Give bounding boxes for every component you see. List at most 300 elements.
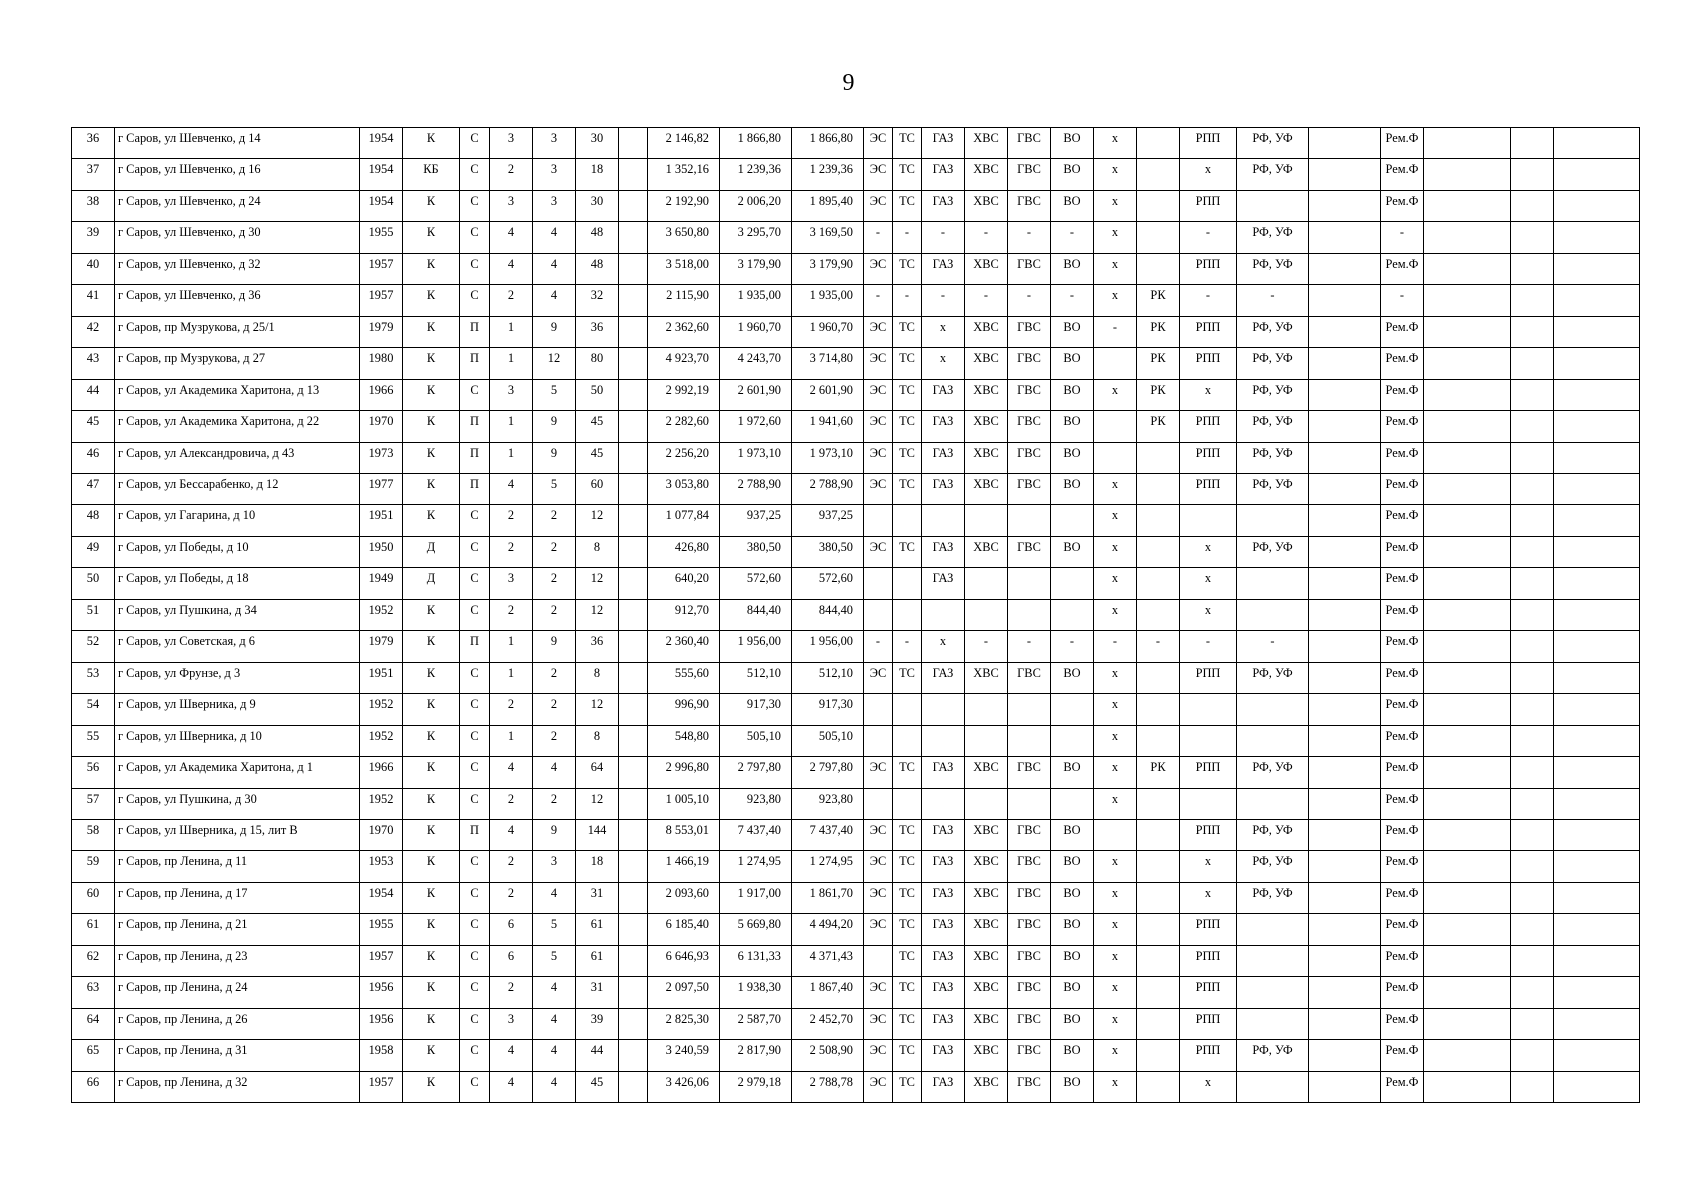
cell-extra-col-1	[1424, 725, 1511, 756]
cell-row-number: 40	[72, 253, 115, 284]
cell-mark-x: х	[1094, 977, 1137, 1008]
cell-extra-col-3	[1554, 316, 1640, 347]
cell-extra-col-2	[1511, 914, 1554, 945]
cell-living-area: 2 788,90	[720, 473, 792, 504]
cell-repair-fund: Рем.Ф	[1381, 757, 1424, 788]
cell-blank-col	[619, 914, 648, 945]
cell-fund-mark: РФ, УФ	[1237, 662, 1309, 693]
cell-rpp-mark: х	[1180, 882, 1237, 913]
cell-blank-col-2	[1309, 694, 1381, 725]
table-row	[72, 1040, 1640, 1071]
cell-entrances: 1	[490, 631, 533, 662]
cell-extra-col-2	[1511, 882, 1554, 913]
cell-rpp-mark: РПП	[1180, 348, 1237, 379]
cell-construction-type: С	[460, 757, 490, 788]
cell-cold-water: ХВС	[965, 316, 1008, 347]
cell-extra-col-1	[1424, 128, 1511, 159]
cell-extra-col-2	[1511, 128, 1554, 159]
cell-row-number: 46	[72, 442, 115, 473]
cell-address: г Саров, ул Шверника, д 10	[115, 725, 360, 756]
cell-rpp-mark: х	[1180, 379, 1237, 410]
cell-heating: ТС	[893, 977, 922, 1008]
cell-total-area: 3 518,00	[648, 253, 720, 284]
cell-blank-col	[619, 222, 648, 253]
cell-fund-mark: РФ, УФ	[1237, 379, 1309, 410]
cell-gas: ГАЗ	[922, 190, 965, 221]
cell-mark-x: х	[1094, 945, 1137, 976]
cell-electricity: -	[864, 222, 893, 253]
cell-fund-mark: РФ, УФ	[1237, 882, 1309, 913]
cell-residential-area: 917,30	[792, 694, 864, 725]
cell-cold-water	[965, 788, 1008, 819]
cell-gas: ГАЗ	[922, 977, 965, 1008]
cell-extra-col-2	[1511, 851, 1554, 882]
cell-mark-x: х	[1094, 788, 1137, 819]
cell-living-area: 2 601,90	[720, 379, 792, 410]
cell-repair-fund: Рем.Ф	[1381, 599, 1424, 630]
cell-hot-water: ГВС	[1008, 442, 1051, 473]
cell-fund-mark: РФ, УФ	[1237, 819, 1309, 850]
cell-hot-water: ГВС	[1008, 379, 1051, 410]
cell-row-number: 52	[72, 631, 115, 662]
cell-apartments: 12	[576, 599, 619, 630]
cell-fund-mark	[1237, 977, 1309, 1008]
cell-electricity: ЭС	[864, 473, 893, 504]
cell-year-built: 1957	[360, 285, 403, 316]
cell-extra-col-1	[1424, 631, 1511, 662]
cell-blank-col	[619, 851, 648, 882]
cell-hot-water: ГВС	[1008, 316, 1051, 347]
cell-residential-area: 1 935,00	[792, 285, 864, 316]
cell-sewerage	[1051, 725, 1094, 756]
cell-electricity	[864, 505, 893, 536]
cell-rk-mark	[1137, 1008, 1180, 1039]
cell-living-area: 505,10	[720, 725, 792, 756]
cell-address: г Саров, пр Музрукова, д 27	[115, 348, 360, 379]
cell-gas: ГАЗ	[922, 662, 965, 693]
cell-extra-col-2	[1511, 253, 1554, 284]
table-row	[72, 631, 1640, 662]
cell-cold-water: ХВС	[965, 128, 1008, 159]
cell-rpp-mark: РПП	[1180, 757, 1237, 788]
cell-extra-col-2	[1511, 757, 1554, 788]
cell-total-area: 640,20	[648, 568, 720, 599]
cell-living-area: 2 817,90	[720, 1040, 792, 1071]
cell-blank-col-2	[1309, 190, 1381, 221]
table-row	[72, 411, 1640, 442]
cell-electricity: ЭС	[864, 819, 893, 850]
cell-floors: 2	[533, 725, 576, 756]
cell-floors: 12	[533, 348, 576, 379]
cell-rpp-mark	[1180, 505, 1237, 536]
cell-apartments: 18	[576, 159, 619, 190]
cell-rpp-mark: -	[1180, 285, 1237, 316]
cell-row-number: 53	[72, 662, 115, 693]
table-row	[72, 190, 1640, 221]
cell-entrances: 2	[490, 505, 533, 536]
cell-sewerage: ВО	[1051, 882, 1094, 913]
cell-floors: 2	[533, 536, 576, 567]
cell-extra-col-3	[1554, 505, 1640, 536]
cell-rpp-mark: х	[1180, 1071, 1237, 1102]
cell-gas: ГАЗ	[922, 379, 965, 410]
cell-repair-fund: Рем.Ф	[1381, 442, 1424, 473]
cell-cold-water	[965, 505, 1008, 536]
cell-total-area: 3 650,80	[648, 222, 720, 253]
cell-total-area: 2 097,50	[648, 977, 720, 1008]
cell-living-area: 3 295,70	[720, 222, 792, 253]
cell-blank-col	[619, 379, 648, 410]
cell-residential-area: 3 714,80	[792, 348, 864, 379]
cell-mark-x: х	[1094, 757, 1137, 788]
cell-fund-mark: РФ, УФ	[1237, 851, 1309, 882]
cell-year-built: 1954	[360, 159, 403, 190]
cell-row-number: 58	[72, 819, 115, 850]
cell-extra-col-1	[1424, 348, 1511, 379]
cell-construction-type: С	[460, 222, 490, 253]
cell-fund-mark: РФ, УФ	[1237, 536, 1309, 567]
cell-electricity: ЭС	[864, 348, 893, 379]
cell-sewerage: -	[1051, 285, 1094, 316]
cell-electricity: ЭС	[864, 379, 893, 410]
cell-total-area: 2 282,60	[648, 411, 720, 442]
cell-sewerage: ВО	[1051, 316, 1094, 347]
cell-gas: ГАЗ	[922, 851, 965, 882]
table-row	[72, 977, 1640, 1008]
cell-floors: 4	[533, 977, 576, 1008]
cell-year-built: 1951	[360, 662, 403, 693]
cell-repair-fund: Рем.Ф	[1381, 1071, 1424, 1102]
cell-apartments: 39	[576, 1008, 619, 1039]
cell-gas: ГАЗ	[922, 1008, 965, 1039]
cell-address: г Саров, ул Шверника, д 15, лит В	[115, 819, 360, 850]
cell-hot-water	[1008, 568, 1051, 599]
cell-gas: ГАЗ	[922, 819, 965, 850]
cell-cold-water: ХВС	[965, 1071, 1008, 1102]
cell-cold-water: -	[965, 631, 1008, 662]
cell-blank-col-2	[1309, 662, 1381, 693]
cell-apartments: 144	[576, 819, 619, 850]
cell-extra-col-3	[1554, 379, 1640, 410]
cell-rk-mark	[1137, 977, 1180, 1008]
cell-entrances: 1	[490, 316, 533, 347]
cell-extra-col-2	[1511, 819, 1554, 850]
table-row	[72, 788, 1640, 819]
cell-residential-area: 3 179,90	[792, 253, 864, 284]
cell-repair-fund: Рем.Ф	[1381, 1040, 1424, 1071]
cell-entrances: 6	[490, 945, 533, 976]
cell-extra-col-1	[1424, 945, 1511, 976]
cell-blank-col	[619, 1071, 648, 1102]
cell-address: г Саров, пр Ленина, д 23	[115, 945, 360, 976]
cell-electricity: ЭС	[864, 757, 893, 788]
cell-sewerage: ВО	[1051, 348, 1094, 379]
cell-hot-water	[1008, 694, 1051, 725]
cell-residential-area: 4 494,20	[792, 914, 864, 945]
cell-year-built: 1977	[360, 473, 403, 504]
cell-year-built: 1980	[360, 348, 403, 379]
cell-extra-col-1	[1424, 222, 1511, 253]
cell-gas: ГАЗ	[922, 757, 965, 788]
cell-address: г Саров, ул Шевченко, д 16	[115, 159, 360, 190]
cell-year-built: 1956	[360, 977, 403, 1008]
cell-living-area: 2 587,70	[720, 1008, 792, 1039]
cell-entrances: 1	[490, 442, 533, 473]
cell-total-area: 6 646,93	[648, 945, 720, 976]
cell-gas: х	[922, 316, 965, 347]
cell-gas: ГАЗ	[922, 411, 965, 442]
cell-blank-col-2	[1309, 159, 1381, 190]
cell-extra-col-1	[1424, 473, 1511, 504]
cell-hot-water: ГВС	[1008, 882, 1051, 913]
cell-hot-water	[1008, 505, 1051, 536]
cell-repair-fund: Рем.Ф	[1381, 568, 1424, 599]
cell-hot-water: ГВС	[1008, 473, 1051, 504]
cell-apartments: 30	[576, 190, 619, 221]
cell-cold-water: ХВС	[965, 473, 1008, 504]
cell-blank-col-2	[1309, 1071, 1381, 1102]
cell-heating: ТС	[893, 128, 922, 159]
cell-heating: ТС	[893, 662, 922, 693]
cell-extra-col-1	[1424, 662, 1511, 693]
cell-entrances: 2	[490, 882, 533, 913]
cell-living-area: 1 938,30	[720, 977, 792, 1008]
cell-construction-type: П	[460, 442, 490, 473]
cell-year-built: 1955	[360, 914, 403, 945]
cell-rpp-mark: -	[1180, 222, 1237, 253]
cell-wall-material-class: К	[403, 348, 460, 379]
cell-wall-material-class: К	[403, 1040, 460, 1071]
cell-fund-mark: -	[1237, 285, 1309, 316]
cell-address: г Саров, ул Шевченко, д 32	[115, 253, 360, 284]
cell-rk-mark: РК	[1137, 285, 1180, 316]
cell-electricity: ЭС	[864, 159, 893, 190]
cell-entrances: 3	[490, 128, 533, 159]
cell-row-number: 36	[72, 128, 115, 159]
cell-extra-col-2	[1511, 379, 1554, 410]
cell-blank-col	[619, 253, 648, 284]
cell-year-built: 1973	[360, 442, 403, 473]
cell-gas	[922, 788, 965, 819]
cell-wall-material-class: К	[403, 442, 460, 473]
cell-hot-water: ГВС	[1008, 1040, 1051, 1071]
cell-living-area: 1 972,60	[720, 411, 792, 442]
cell-rpp-mark: РПП	[1180, 914, 1237, 945]
cell-gas	[922, 694, 965, 725]
cell-electricity: ЭС	[864, 190, 893, 221]
cell-address: г Саров, ул Академика Харитона, д 1	[115, 757, 360, 788]
table-row	[72, 914, 1640, 945]
cell-fund-mark: РФ, УФ	[1237, 222, 1309, 253]
cell-repair-fund: -	[1381, 222, 1424, 253]
cell-entrances: 2	[490, 285, 533, 316]
cell-gas: х	[922, 348, 965, 379]
cell-extra-col-3	[1554, 1071, 1640, 1102]
cell-extra-col-1	[1424, 977, 1511, 1008]
cell-heating: ТС	[893, 1071, 922, 1102]
cell-blank-col-2	[1309, 285, 1381, 316]
cell-apartments: 18	[576, 851, 619, 882]
cell-floors: 4	[533, 1040, 576, 1071]
cell-address: г Саров, ул Пушкина, д 30	[115, 788, 360, 819]
cell-sewerage: ВО	[1051, 473, 1094, 504]
cell-wall-material-class: К	[403, 851, 460, 882]
cell-residential-area: 1 861,70	[792, 882, 864, 913]
cell-construction-type: С	[460, 128, 490, 159]
cell-hot-water: ГВС	[1008, 977, 1051, 1008]
cell-sewerage: -	[1051, 631, 1094, 662]
cell-rpp-mark: РПП	[1180, 819, 1237, 850]
cell-construction-type: С	[460, 945, 490, 976]
cell-mark-x	[1094, 411, 1137, 442]
cell-living-area: 5 669,80	[720, 914, 792, 945]
cell-electricity	[864, 945, 893, 976]
cell-wall-material-class: К	[403, 914, 460, 945]
cell-sewerage: ВО	[1051, 1040, 1094, 1071]
cell-blank-col	[619, 505, 648, 536]
cell-row-number: 51	[72, 599, 115, 630]
cell-residential-area: 1 895,40	[792, 190, 864, 221]
cell-extra-col-1	[1424, 411, 1511, 442]
cell-extra-col-3	[1554, 851, 1640, 882]
cell-address: г Саров, пр Ленина, д 24	[115, 977, 360, 1008]
cell-fund-mark	[1237, 599, 1309, 630]
cell-wall-material-class: К	[403, 190, 460, 221]
cell-living-area: 1 956,00	[720, 631, 792, 662]
cell-rk-mark	[1137, 1040, 1180, 1071]
cell-mark-x: х	[1094, 473, 1137, 504]
cell-blank-col	[619, 568, 648, 599]
cell-extra-col-3	[1554, 725, 1640, 756]
cell-extra-col-1	[1424, 914, 1511, 945]
cell-entrances: 6	[490, 914, 533, 945]
table-row	[72, 1008, 1640, 1039]
cell-row-number: 56	[72, 757, 115, 788]
cell-year-built: 1953	[360, 851, 403, 882]
cell-hot-water: ГВС	[1008, 411, 1051, 442]
cell-rpp-mark	[1180, 725, 1237, 756]
table-row	[72, 694, 1640, 725]
cell-extra-col-2	[1511, 568, 1554, 599]
cell-extra-col-2	[1511, 599, 1554, 630]
cell-apartments: 30	[576, 128, 619, 159]
cell-extra-col-3	[1554, 442, 1640, 473]
cell-repair-fund: Рем.Ф	[1381, 945, 1424, 976]
cell-construction-type: С	[460, 568, 490, 599]
cell-blank-col	[619, 316, 648, 347]
cell-sewerage: ВО	[1051, 977, 1094, 1008]
cell-year-built: 1952	[360, 788, 403, 819]
cell-blank-col-2	[1309, 348, 1381, 379]
cell-mark-x: х	[1094, 882, 1137, 913]
cell-hot-water: -	[1008, 285, 1051, 316]
cell-total-area: 3 053,80	[648, 473, 720, 504]
cell-extra-col-1	[1424, 694, 1511, 725]
cell-extra-col-1	[1424, 788, 1511, 819]
cell-mark-x: х	[1094, 128, 1137, 159]
cell-extra-col-2	[1511, 631, 1554, 662]
cell-sewerage: -	[1051, 222, 1094, 253]
cell-apartments: 32	[576, 285, 619, 316]
cell-repair-fund: Рем.Ф	[1381, 725, 1424, 756]
cell-floors: 4	[533, 757, 576, 788]
cell-extra-col-2	[1511, 788, 1554, 819]
cell-cold-water: -	[965, 222, 1008, 253]
cell-cold-water: ХВС	[965, 159, 1008, 190]
cell-cold-water: ХВС	[965, 253, 1008, 284]
cell-heating: ТС	[893, 851, 922, 882]
cell-extra-col-3	[1554, 757, 1640, 788]
cell-fund-mark	[1237, 945, 1309, 976]
cell-extra-col-1	[1424, 1008, 1511, 1039]
cell-fund-mark	[1237, 505, 1309, 536]
cell-extra-col-2	[1511, 505, 1554, 536]
cell-row-number: 54	[72, 694, 115, 725]
cell-residential-area: 7 437,40	[792, 819, 864, 850]
cell-entrances: 1	[490, 348, 533, 379]
cell-entrances: 1	[490, 725, 533, 756]
cell-construction-type: С	[460, 882, 490, 913]
table-body	[72, 128, 1640, 1103]
cell-rk-mark: РК	[1137, 411, 1180, 442]
cell-extra-col-3	[1554, 977, 1640, 1008]
cell-year-built: 1970	[360, 819, 403, 850]
cell-cold-water: ХВС	[965, 536, 1008, 567]
cell-extra-col-2	[1511, 348, 1554, 379]
cell-extra-col-3	[1554, 253, 1640, 284]
cell-extra-col-1	[1424, 316, 1511, 347]
cell-sewerage	[1051, 568, 1094, 599]
cell-blank-col-2	[1309, 222, 1381, 253]
cell-construction-type: С	[460, 694, 490, 725]
cell-construction-type: С	[460, 1008, 490, 1039]
cell-year-built: 1979	[360, 631, 403, 662]
cell-entrances: 2	[490, 851, 533, 882]
cell-wall-material-class: К	[403, 725, 460, 756]
cell-address: г Саров, ул Гагарина, д 10	[115, 505, 360, 536]
cell-electricity: ЭС	[864, 851, 893, 882]
table-row	[72, 851, 1640, 882]
cell-apartments: 61	[576, 945, 619, 976]
cell-living-area: 7 437,40	[720, 819, 792, 850]
cell-rpp-mark: х	[1180, 536, 1237, 567]
cell-mark-x	[1094, 348, 1137, 379]
cell-entrances: 1	[490, 662, 533, 693]
cell-mark-x: х	[1094, 222, 1137, 253]
cell-repair-fund: Рем.Ф	[1381, 253, 1424, 284]
cell-gas: ГАЗ	[922, 1040, 965, 1071]
cell-year-built: 1970	[360, 411, 403, 442]
cell-repair-fund: Рем.Ф	[1381, 662, 1424, 693]
cell-entrances: 2	[490, 977, 533, 1008]
cell-blank-col-2	[1309, 128, 1381, 159]
cell-living-area: 917,30	[720, 694, 792, 725]
cell-heating: ТС	[893, 536, 922, 567]
cell-total-area: 548,80	[648, 725, 720, 756]
cell-sewerage: ВО	[1051, 536, 1094, 567]
cell-living-area: 1 917,00	[720, 882, 792, 913]
cell-construction-type: С	[460, 379, 490, 410]
cell-total-area: 3 426,06	[648, 1071, 720, 1102]
cell-extra-col-1	[1424, 285, 1511, 316]
cell-wall-material-class: К	[403, 788, 460, 819]
cell-sewerage: ВО	[1051, 379, 1094, 410]
cell-extra-col-3	[1554, 159, 1640, 190]
cell-wall-material-class: К	[403, 253, 460, 284]
cell-extra-col-3	[1554, 348, 1640, 379]
cell-total-area: 2 362,60	[648, 316, 720, 347]
cell-floors: 3	[533, 128, 576, 159]
